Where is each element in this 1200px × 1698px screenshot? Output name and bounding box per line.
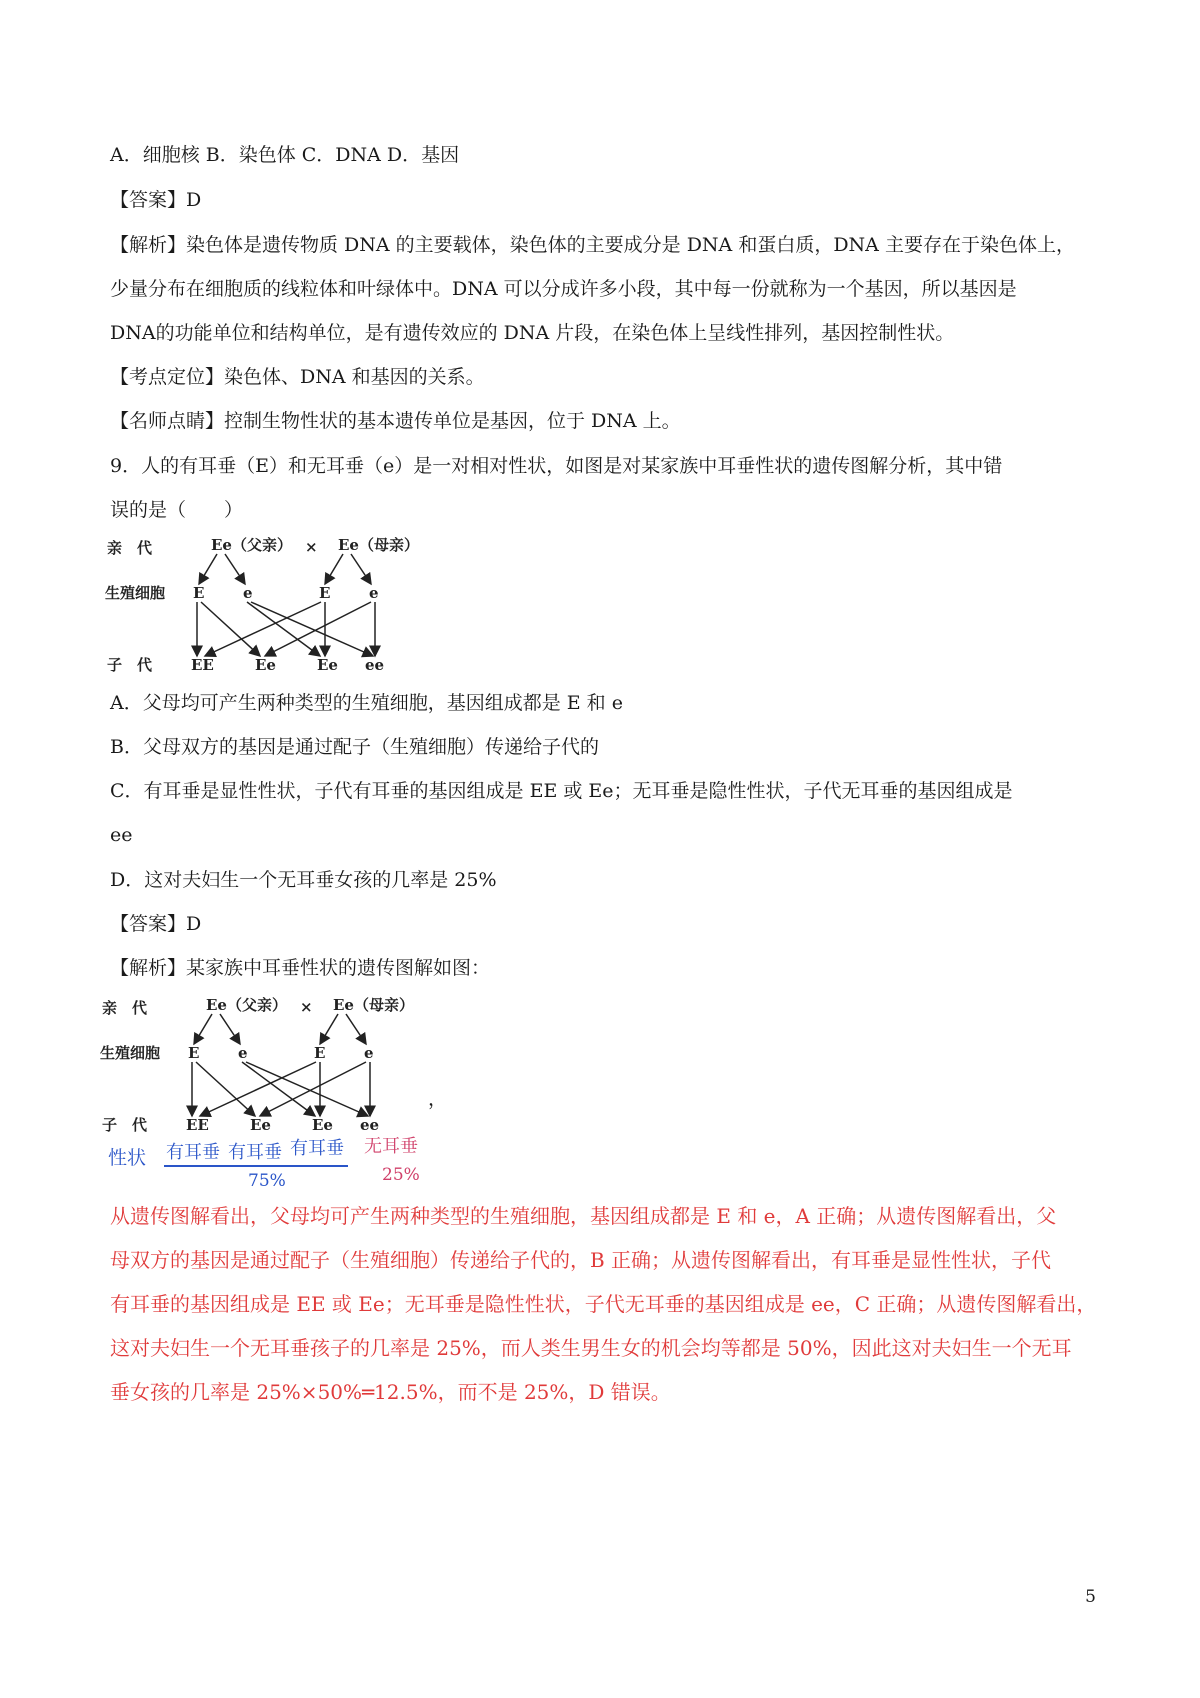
child-Ee-1: Ee [255,656,276,674]
child-Ee-2-2: Ee [312,1116,333,1134]
q9-red-analysis-line-4: 这对夫妇生一个无耳垂孩子的几率是 25%，而人类生男生女的机会均等都是 50%，因此这对夫妇生一个无耳 [110,1336,1072,1360]
q9-stem-line-2: 误的是（ ） [110,499,244,521]
row-label-child-2: 子 代 [102,1116,148,1134]
child-Ee-2: Ee [317,656,338,674]
q9-option-c-line-1: C．有耳垂是显性性状，子代有耳垂的基因组成是 EE 或 Ee；无耳垂是隐性性状，子代无耳垂的基因组成是 [110,780,1013,802]
dominant-percentage: 75% [248,1171,286,1188]
diagram-arrows-2 [192,1014,370,1116]
q8-options: A．细胞核 B．染色体 C．DNA D．基因 [110,144,460,166]
gamete-father-e: e [243,584,253,602]
recessive-label: 无耳垂 [364,1136,418,1157]
row-label-child: 子 代 [107,656,153,674]
q9-red-analysis-line-1: 从遗传图解看出，父母均可产生两种类型的生殖细胞，基因组成都是 E 和 e，A 正确；从遗传图解看出，父 [110,1204,1057,1228]
cross-symbol-2: × [300,998,313,1016]
gamete-father-E-2: E [188,1044,200,1062]
father-genotype: Ee（父亲） [211,536,292,554]
q8-analysis-line-2: 少量分布在细胞质的线粒体和叶绿体中。DNA 可以分成许多小段，其中每一份就称为一个基因，所以基因是 [110,278,1017,300]
q9-option-b: B．父母双方的基因是通过配子（生殖细胞）传递给子代的 [110,736,599,758]
q8-kaodian: 【考点定位】染色体、DNA 和基因的关系。 [110,366,485,388]
q9-red-analysis-line-2: 母双方的基因是通过配子（生殖细胞）传递给子代的，B 正确；从遗传图解看出，有耳垂是显性性状，子代 [110,1248,1052,1272]
q9-red-analysis-line-5: 垂女孩的几率是 25%×50%═12.5%，而不是 25%，D 错误。 [110,1380,671,1404]
diagram-trailing-comma: ， [428,1088,448,1110]
gamete-father-E: E [193,584,205,602]
inheritance-diagram-annotated [100,988,440,1188]
child-EE-2: EE [186,1116,209,1134]
inheritance-diagram [105,528,435,678]
cross-symbol: × [305,538,318,556]
dominant-label-2: 有耳垂 [228,1142,282,1163]
q9-answer: 【答案】D [110,913,202,935]
q9-red-analysis-line-3: 有耳垂的基因组成是 EE 或 Ee；无耳垂是隐性性状，子代无耳垂的基因组成是 ee，C 正确；从遗传图解看出， [110,1292,1097,1316]
row-label-gamete-2: 生殖细胞 [100,1044,161,1062]
child-ee: ee [365,656,385,674]
trait-label: 性状 [108,1147,147,1169]
q9-option-a: A．父母均可产生两种类型的生殖细胞，基因组成都是 E 和 e [110,692,623,714]
q8-dianjing: 【名师点睛】控制生物性状的基本遗传单位是基因，位于 DNA 上。 [110,410,681,432]
q9-analysis-intro: 【解析】某家族中耳垂性状的遗传图解如图： [110,957,491,979]
q9-stem-line-1: 9．人的有耳垂（E）和无耳垂（e）是一对相对性状，如图是对某家族中耳垂性状的遗传图解分析，其中错 [110,455,1003,477]
gamete-mother-e-2: e [364,1044,374,1062]
gamete-father-e-2: e [238,1044,248,1062]
dominant-label-3: 有耳垂 [290,1138,344,1159]
q9-option-d: D．这对夫妇生一个无耳垂女孩的几率是 25% [110,869,497,891]
q8-analysis-line-1: 【解析】染色体是遗传物质 DNA 的主要载体，染色体的主要成分是 DNA 和蛋白质，DNA 主要存在于染色体上， [110,234,1075,256]
recessive-percentage: 25% [382,1165,420,1185]
child-Ee-1-2: Ee [250,1116,271,1134]
diagram-arrows [197,554,375,656]
q8-analysis-line-3: DNA的功能单位和结构单位，是有遗传效应的 DNA 片段，在染色体上呈线性排列，基因控制性状。 [110,322,955,344]
gamete-mother-e: e [369,584,379,602]
mother-genotype: Ee（母亲） [338,536,419,554]
mother-genotype-2: Ee（母亲） [333,996,414,1014]
gamete-mother-E: E [319,584,331,602]
q9-option-c-line-2: ee [110,824,133,846]
q8-answer: 【答案】D [110,189,202,211]
child-ee-2: ee [360,1116,380,1134]
gamete-mother-E-2: E [314,1044,326,1062]
row-label-parent: 亲 代 [107,539,153,557]
row-label-gamete: 生殖细胞 [105,584,166,602]
page-number: 5 [1085,1587,1096,1607]
row-label-parent-2: 亲 代 [102,999,148,1017]
child-EE: EE [191,656,214,674]
father-genotype-2: Ee（父亲） [206,996,287,1014]
dominant-label-1: 有耳垂 [166,1142,220,1163]
